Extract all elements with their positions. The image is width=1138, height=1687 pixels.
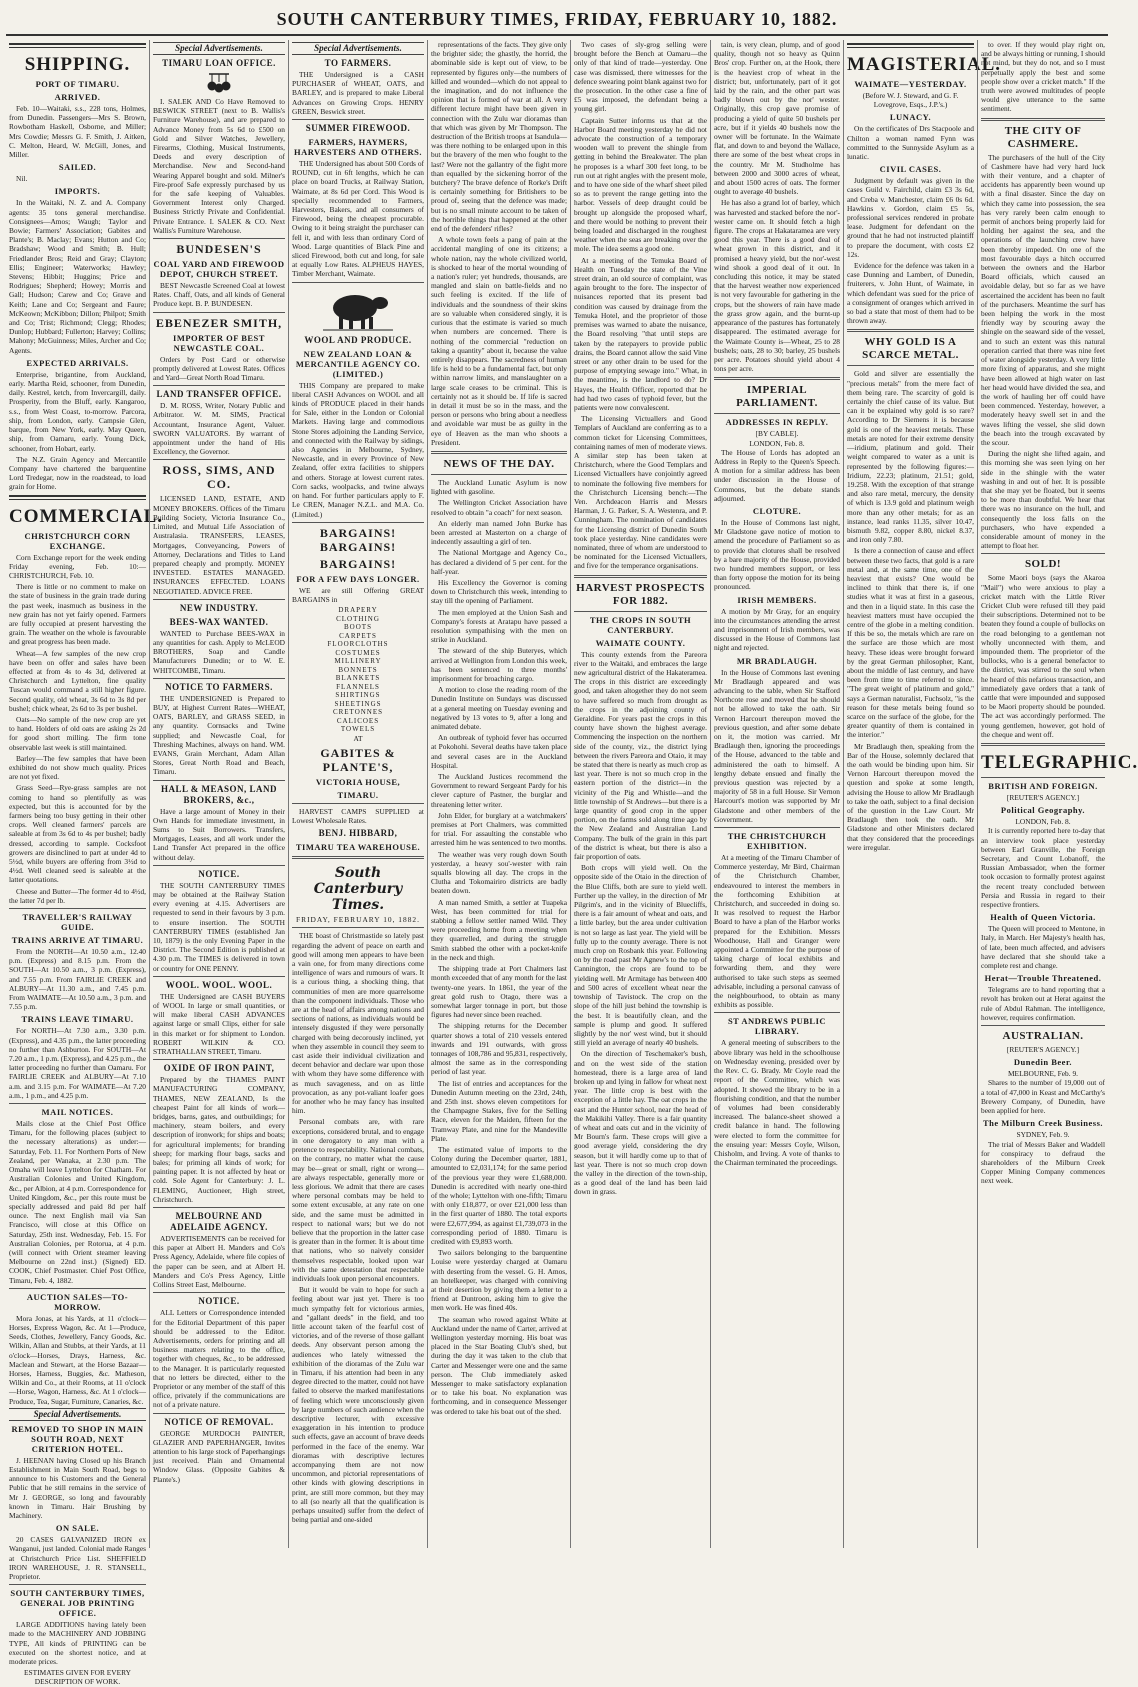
wool-heading: WOOL. WOOL. WOOL. — [165, 979, 273, 990]
rule — [153, 1413, 285, 1414]
bargains-item: BOOTS — [344, 623, 372, 632]
oxide-text: Prepared by the THAMES PAINT MANUFACTURING COMPANY, THAMES, NEW ZEALAND, Is the cheapest Paint for all kinds of work—bridges, barns, gates, and outbuildings; for machinery, steam boilers, and every description of ironwork; for ships and boats; for agricultural implements; for branding sheep; for marking flour bags, sacks and bales; for priming all kinds of work; for painting paper. It is not affected by heat or cold. Sole Agent for Canterbury: J. L. FLEMING, Auctioneer, High street, Christchurch. — [153, 1075, 285, 1204]
cashmere-text: The purchasers of the hull of the City of Cashmere have had very hard luck with their venture, and a chapter of accidents has apparently been wound up with a final disaster. Since the day on which they came into possession, the sea has very rarely been calm enough to permit of anchors being properly laid for holding her against the sea, and the operations of the launching crew have been thereby impeded. On one of the most favourable days a hitch occurred between the owners and the Harbor Board officials, which caused an avoidable delay, but so far as we have ascertained the accident has been no fault of the purchasers. Meantime the surf has been helping the work in the most friendly way by scouring away the shingle on the seaward side of the vessel, and to such an extent was this natural operation carried that there was nine feet of water alongside yesterday. A very little more fixing of apparatus, and she might have been allowed at high water on last her head would have divided the sea, and the work of hauling her off could have been commenced. Yesterday, however, a moderately heavy swell set in and the waves lifting the vessel, she slid down the beach into the trough excavated by the scour. — [981, 152, 1105, 447]
column-6 — [710, 40, 843, 1548]
onsale-text: 20 CASES GALVANIZED IRON ex Wanganui, just landed. Colonial made Ranges at Christchurch Price List. SHEFFIELD IRON WAREHOUSE, J. R. STANSELL, Proprietor. — [9, 1535, 146, 1581]
removed-heading: REMOVED TO SHOP IN MAIN SOUTH ROAD, NEXT CRITERION HOTEL. — [11, 1423, 144, 1454]
beeswax-heading: BEES-WAX WANTED. — [169, 616, 269, 627]
bargains-item: CLOTHING — [336, 614, 380, 623]
bargains-at: AT — [353, 733, 363, 743]
magisterial-heading: MAGISTERIAL. — [847, 54, 1001, 75]
rule — [292, 927, 424, 928]
job-printing-heading: SOUTH CANTERBURY TIMES, GENERAL JOB PRINTING OFFICE. — [10, 1588, 145, 1619]
land-transfer-heading: LAND TRANSFER OFFICE. — [156, 389, 282, 400]
imperial-cable: [BY CABLE]. — [755, 429, 799, 439]
rule — [153, 459, 285, 460]
dunedin-beer-dateline: MELBOURNE, Feb. 9. — [1007, 1069, 1078, 1079]
rule — [9, 495, 146, 500]
imperial-subheading: ADDRESSES IN REPLY. — [725, 417, 829, 428]
auction-text: Mora Jonas, at his Yards, at 11 o'clock—Horses, Express Wagon, &c. At 1—Produce, Seeds, Clothes, Jewellery, Fancy Goods, &c. Wilkin, Allan and Stubbs, at their Yards, at 11 o'clock—Horses, Drays, Harness, &c. Maclean and Stewart, at the Horse Bazaar—Horses, Harness, Buggies, &c. Matheson, Wilkin and Co., at their Rooms, at 11 o'clock—Horse, Wagon, Harness, &c. At 1 o'clock—Produce, Tea, Sugar, Furniture, Canaries, &c. — [9, 1313, 146, 1406]
reuter-label: [REUTER'S AGENCY.] — [1006, 793, 1080, 803]
rule — [292, 522, 424, 523]
column-1 — [6, 40, 164, 1687]
rule — [981, 743, 1105, 746]
library-heading: ST ANDREWS PUBLIC LIBRARY. — [727, 1016, 827, 1037]
bundesen-heading: BUNDESEN'S — [176, 242, 262, 257]
rule — [292, 803, 424, 804]
herat-text: Telegrams are to hand reporting that a revolt has broken out at Herat against the rule of Abdul Rahman. The intelligence, however, requires confirmation. — [981, 985, 1105, 1022]
news-item: The estimated value of imports to the Colony during the December quarter, 1881, amounted to £2,031,174; for the same period of the previous year they were £1,688,000. Dunedin is accredited with nearly one-third of the whole; Lyttelton with one-fifth; Timaru with only £18,877, or over £21,000 less than in the first quarter of 1880. The total exports were £2,677,994, as against £1,739,073 in the corresponding period of 1880. Timaru is credited with £9,893 worth. — [431, 1144, 567, 1246]
news-item: The National Mortgage and Agency Co., has declared a dividend of 5 per cent. for the half-year. — [431, 548, 567, 576]
masthead: SOUTH CANTERBURY TIMES, FRIDAY, FEBRUARY 10, 1882. — [6, 4, 1108, 36]
corn-text: Oats—No sample of the new crop are yet to hand. Holders of old oats are asking 2s 2d for good short milling. The firm tone observable last week is still maintained. — [9, 714, 146, 752]
rule — [847, 365, 974, 366]
exhibition-heading: THE CHRISTCHURCH EXHIBITION. — [727, 831, 827, 852]
cloture-heading: CLOTURE. — [752, 505, 802, 516]
imports-text: In the Waitaki, N. Z. and A. Company agents: 35 tons general merchandise. Consignees—Amos; Waugh; Taylor and Bowie; Farmers' Association; Gabites and Plante's; B. Maclay; Evans; Hutton and Co; Bradshaw; Wood and Smith; B. Hull; Friedlander Bros; Reid and Gray; Clayton; Ellis; Engineer; Waterworks; Hawley; Stevens; Hibbit; Huggins; Price and Rodrigues; Shepherd; Howey; Morris and Gall; Hudson; Carew and Co; Grave and Keith; Lane and Co; Sergeant and Faure; McKeown; McKibbon; Dillon; Philpot; Smith and Co; Trist; Richmond; Clegg; Rhodes; Dunlop; Hubbard; Fullerton; Harvey; Collins; Mahony; McGuinness; Miles, Archer and Co; Agents. — [9, 198, 146, 355]
rule — [153, 678, 285, 679]
railway-heading: TRAVELLER'S RAILWAY GUIDE. — [22, 912, 133, 933]
gabites-town: TIMARU. — [337, 789, 379, 800]
bargains-item: DRAPERY — [338, 606, 378, 615]
harvest-text: tain, is very clean, plump, and of good quality, though not so heavy as Quinn Bros' crop. Further on, at the Hook, there is the heaviest crop of wheat in the district; but, unfortunately, part of it got laid by the rain, and the other part was badly blown out by the nor' wester. Originally, this crop gave promise of producing a yield of quite 50 bushels per acre, but if it yields 40 bushels now the owner will be fortunate. In the Waimate flat, and down to and beyond the Wallace, there are some of the best wheat crops in the country. Mr M. Studholme has between 2000 and 3000 acres of wheat, and about 1500 acres of oats. The former ought to average 40 bushels. — [714, 40, 840, 197]
news-item: An elderly man named John Burke has been arrested at Masterton on a charge of indecently assaulting a girl of ten. — [431, 518, 567, 547]
column-3 — [288, 40, 427, 1548]
columns — [6, 40, 1138, 1687]
firewood-heading: SUMMER FIREWOOD. — [305, 123, 411, 134]
corn-text: Cheese and Butter—The former 4d to 4½d, the latter 7d per lb. — [9, 886, 146, 905]
harvest-heading: HARVEST PROSPECTS FOR 1882. — [576, 581, 705, 607]
dunedin-beer-heading: Dunedin Beer. — [1013, 1057, 1073, 1068]
leader-text: But it would be vain to hope for such a feeling about war just yet. There is too much sympathy felt for victorious armies, and "gallant deeds" in the field, and too little account taken of the fearful cost of victories, and of the reverse of those gallant deeds. Any observant person among the audiences who lately witnessed the exhibition of the dioramas of the Zulu war in Timaru, if his attention had been in any degree directed to the matter, could not have failed to observe the marked manifestations of feeling which were unconsciously given by large numbers of such audience when the descriptive lecturer, with excessive exaggeration in his intention to produce such effects, gave an account of brave deeds performed in the face of the enemy. War dioramas with descriptive lectures accompanying them are not now uncommon, and pictorial representations of other kinds with glowing descriptions in print, are still more common, but they may to all (so nearly all that the qualification is perhaps unsuited) suffer from the defect of being partial and one-sided — [292, 1285, 424, 1525]
bargains-item: TOWELS — [340, 725, 376, 734]
land-transfer-text: D. M. ROSS, Writer, Notary Public and Arbitrator. W. M. SIMS, Practical Accountant, Insurance Agent, Valuer. SWORN VALUATORS. By warrant of appointment under the hand of His Excellency, the Governor. — [153, 401, 285, 457]
queen-text: The Queen will proceed to Mentone, in Italy, in March. Her Majesty's health has, of late, been much affected, and advisers have declared that she should take a complete rest and change. — [981, 924, 1105, 971]
job-printing-text: LARGE ADDITIONS having lately been made to the MACHINERY AND JOBBING TYPE, All kinds of PRINTING can be executed on the shortest notice, and at moderate prices. — [9, 1620, 146, 1667]
onsale-heading: ON SALE. — [55, 1523, 100, 1534]
railway-arrive-heading: TRAINS ARRIVE AT TIMARU. — [11, 935, 144, 946]
bargains-item: FLOORCLOTHS — [327, 640, 389, 649]
special-ads-band: Special Advertisements. — [9, 1408, 146, 1421]
gold-text: Gold and silver are essentially the "precious metals" from the mere fact of them being rare. The scarcity of gold is certainly the chief cause of its value. But can it be explained why gold is so rare? According to Dr Siemens it is because gold is one of the heaviest metals. These metals are noted for their extreme density—iridium, platinum and gold. Their weight compared to water as a unit is represented by the following figures:—Iridium, 22.23; platinum, 21.51; gold, 19.258. With the exception of that strange and also rare metal, mercury, the density of which is 13.9 gold and platinum weigh more than any other metals; for as an instance, lead ranks 11.35, silver 10.47, bismuth 9.82, copper 8.80, nickel 8.37, and iron only 7.80. — [847, 369, 974, 545]
wool-text: THE Undersigned are CASH BUYERS of WOOL In large or small quantities, or will make liberal CASH ADVANCES against large or small Clips, either for sale in this market or for shipment to London. ROBERT WILKIN & CO. STRATHALLAN STREET, Timaru. — [153, 991, 285, 1057]
ebenezer-subheading: IMPORTER OF BEST NEWCASTLE COAL. — [173, 332, 265, 353]
bargains-item: FLANNELS — [336, 682, 380, 691]
rule — [9, 43, 146, 48]
news-item: His Excellency the Governor is coming down to Christchurch this week, intending to stay till the opening of Parliament. — [431, 577, 567, 606]
newspaper-page — [6, 4, 1138, 1687]
geography-dateline: LONDON, Feb. 8. — [1015, 817, 1071, 827]
rule — [714, 827, 840, 828]
mail-text: Mails close at the Chief Post Office Timaru, for the following places (subject to the necessary alterations) as under:— Saturday, Feb. 11. For Northern Ports of New Zealand, per Wanaka, at 2.30 p.m. The Omaha will leave Lyttelton for Chatham. For Australian Colonies and United Kingdom, &c., per Albion, at 4 p.m. Correspondence for United Kingdom, &c., per this route must be specially addressed and paid 8d per half ounce. The next English mail via San Francisco, will close at this Office on Saturday, 25th inst. Wednesday, Feb. 15. For Australian Colonies, per Rotorua, at 4 p.m. (will connect with Orient steamer leaving Melbourne on 22nd inst.) (Signed) ED. COOK, Chief Postmaster. Chief Post Office, Timaru, Feb. 4, 1882. — [9, 1119, 146, 1285]
hibbard-text: HARVEST CAMPS SUPPLIED at Lowest Wholesale Rates. — [292, 806, 424, 826]
bargains-item: MILLINERY — [334, 657, 382, 666]
leader-continued: A whole town feels a pang of pain at the accidental mangling of one its citizens; a whole nation, nay the whole civilized world, is shocked to hear of the mortal wounding of a nation's ruler; yet hundreds, thousands, are mangled and slain on battle-fields and no such feeling is excited. If the life of individuals and the soundness of their skins are so valuable when considered singly, it is curious that the estimate is varied so much when numbers are concerned. There is nothing of the commercial "reduction on taking a quantity" about it, because the value entirely disappears. The sacredness of human life is held to be a fundamental fact, but only within narrow limits, and manslaughter on a large scale ceases to be criminal. This is certainly not as it should be. If life is sacred in detail it must be so in the mass, and the person or persons who bring about a needless and avoidable war must be as guilty in the eye of Heaven as the man who shoots a President. — [431, 235, 567, 447]
port-heading: PORT OF TIMARU. — [35, 79, 120, 89]
leader-text: Personal combats are, with rare exceptions, considered brutal, and to engage in one derogatory to any man with a pretence to respectability. National combats, on the contrary, no matter what the cause may be—great or small, right or wrong—are always respectable, generally more or less glorious. We admit that there are cases where personal combats may be held to some extent excusable, at any rate on one side, and the same must be admitted in respect to national wars; but we do not believe that the proportion in the latter case is greater than in the former. It is about time that nations, who so naively consider themselves respectable, looked upon war with the same detestation that respectable individuals look upon personal encounters. — [292, 1117, 424, 1283]
leader-text: THE boast of Christmastide so lately past regarding the advent of peace on earth and good will among men appears to have been a vain one, for from many directions come intelligence of wars and rumours of wars. It is a curious thing, a shocking thing, that communities of men are more quarrelsome than the component individuals. Those who are at the head of affairs among nations and sections of nations, as individuals would be intensely disgusted if they were personally charged with being decorously inclined, yet when they assemble in council they seem to cast aside their individual civilization and decent behavior and declare war upon those with whom they have some difference with as much savageness, and on as little provocation, as any pot-valiant loafer goes for another who he may fancy has insulted him. — [292, 931, 424, 1116]
harvest-county: WAIMATE COUNTY. — [595, 637, 686, 648]
rule — [9, 1103, 146, 1104]
waimate-bench: (Before W. J. Steward, and G. F. Lovegrove, Esqs., J.P.'s.) — [862, 91, 959, 110]
paper-date: FRIDAY, FEBRUARY 10, 1882. — [296, 915, 420, 925]
bargains-days: FOR A FEW DAYS LONGER. — [296, 573, 420, 584]
imperial-heading: IMPERIAL PARLIAMENT. — [736, 384, 818, 410]
british-heading: BRITISH AND FOREIGN. — [988, 781, 1098, 792]
rule — [153, 865, 285, 866]
railway-leave-heading: TRAINS LEAVE TIMARU. — [21, 1014, 134, 1025]
herat-heading: Herat—Trouble Threatened. — [984, 973, 1102, 984]
corn-text: Barley—The few samples that have been exhibited do not show much quality. Prices are not yet fixed. — [9, 753, 146, 782]
rule — [847, 329, 974, 332]
imperial-dateline: LONDON, Feb. 8. — [749, 438, 805, 448]
lunacy-heading: LUNACY. — [889, 112, 932, 123]
column-7 — [843, 40, 1001, 1548]
bargains-item: SHEETINGS — [334, 699, 382, 708]
nzloan-heading: NEW ZEALAND LOAN & MERCANTILE AGENCY CO. (LIMITED.) — [295, 348, 421, 379]
cashmere-text: During the night she lifted again, and this morning she was seen lying on her side in the shingle with the water washing in and out of her. It is possible that she may yet be floated, but it seems to be more than doubtful. We hear that there was no insurance on the hull, and consequently the loss falls on the purchasers, who have expended a considerable amount of money in the attempt to float her. — [981, 449, 1105, 551]
rule — [153, 1292, 285, 1293]
civil-text: Evidence for the defence was taken in a case Dunning and Lambert, of Dunedin, fruiterers, v. John Hunt, of Waimate, in which defendant was sued for the price of a consignment of oranges which arrived in so bad a state that most of them had to be thrown away. — [847, 261, 974, 326]
notice-text: THE SOUTH CANTERBURY TIMES may be obtained at the Railway Station every evening at 4.15. Advertisers are requested to send in their favours by 3 p.m. to ensure insertion. The SOUTH CANTERBURY TIMES (established Jan 10, 1879) is the only Evening Paper in the District. The Second Edition is published at 4.30 p.m. The TIMES is delivered in town or country for ONE PENNY. — [153, 880, 285, 973]
gabites-address: VICTORIA HOUSE, — [315, 776, 401, 787]
gold-text: Is there a connection of cause and effect between these two facts, that gold is a rare metal and, at the same time, one of the heaviest that exists? One would be inclined to think that there is, if one studies what it was at first in a gaseous, and then in a liquid state. In this case the heaviest matters must have occupied the centre of the globe in a melting condition. If this be so, the metals which are rare on the surface are those which are most heavy. These ideas were brought forward by the great German philosopher, Kant, about the middle of last century, and have been from time to time referred to since. "The great weight of platinum and gold," says a German naturalist, Fuchsolz, "is the reason for these metals being found so scarce on the surface of the globe, for the greater quantity of them is contained in the interior." — [847, 546, 974, 740]
harvest-text: Both crops will yield well. On the opposite side of the Otaio in the direction of the Blue Cliffs, both are sure to yield well. Further up the valley, in the direction of Mr Pilgrim's, and in the vicinity of Bluecliffs, there is a fair amount of wheat and oats, and a little barley, but the area under cultivation is not so large as last year. The yield will be fully up to the county average. There is not much crop on Rosbank this year. Following on by the road past Mr Agnew's to the top of Cannington, the crops are found to be yielding well. Mr Armitage has between 400 and 500 acres of excellent wheat near the township of Tavistock. The crop on the slope of the hill just behind the township is the best. It is beautifully clean, and the sample is plump and good. It suffered slightly by the nor' west wind, but it should still yield an average of nearly 40 bushels. — [574, 863, 707, 1048]
threshers-text: THE UNDERSIGNED is Prepared to BUY, at Highest Current Rates—WHEAT, OATS, BARLEY, and GRASS SEED, in any quantity. Cornsacks and Twine supplied; and Newcastle Coal, for Threshing Machines, always on hand. WM. EVANS, Grain Merchant, Adam Allan Stores, Great North Road and Beach, Timaru. — [153, 693, 285, 777]
reuter-label: [REUTER'S AGENCY.] — [1006, 1045, 1080, 1055]
arrived-text: Feb. 10—Waitaki, s.s., 228 tons, Holmes, from Dunedin. Passengers—Mrs S. Brown, Rowbotham Haskell, Osborne, and Miller; Mrs Cowdie; Messrs G. F. Smith, J. Aitken, C. Melton, Heard, W. McGill, Jones, and Miller. — [9, 104, 146, 160]
arrived-label: ARRIVED. — [54, 92, 101, 102]
bargains-list — [292, 606, 424, 734]
geography-heading: Political Geography. — [1000, 805, 1086, 816]
news-item: The steward of the ship Buteryes, which arrived at Wellington from London this week, has been sentenced to three months' imprisonment for broaching cargo. — [431, 646, 567, 683]
sold-heading: SOLD! — [1024, 558, 1062, 571]
paper-name: South Canterbury Times. — [313, 865, 403, 914]
hall-meason-text: Have a large amount of Money in their Own Hands for immediate investment, in Sums to Suit Borrowers. Transfers, Mortgages, Leases, and all work under the Land Transfer Act prepared in the office without delay. — [153, 806, 285, 862]
rule — [153, 780, 285, 781]
leader-continued: representations of the facts. They give only the brighter side; the ghastly, the horrid, the abominable side is kept out of view, to be represented by figures only—the numbers of killed and wounded—which do not appeal to the imagination, and do not influence the opinion that is formed of war at all. A very different lecture might have been given in connection with the Zulu war dioramas than that which was given by Mr Thompson. The destruction of the British troops at Isandula—was there nothing to be enlarged upon in this but the bravery of the men who fought to the last? Were not the gallantry of the fight more than equalled by the sickening horror of the butchery? The brave defence of Rorke's Drift is certainly something for Britishers to be proud of, seeing that the defence was made; but is no small minute account to be taken of the horrible things that happened at the other end of the defenders' rifles? — [431, 40, 567, 234]
rule — [431, 474, 567, 475]
library-text: A general meeting of subscribers to the above library was held in the schoolhouse on Wednesday evening, presided over by the Rev. C. G. Brady. Mr Coyle read the report of the Committee, which was adopted. It showed the library to be in a flourishing condition, and that the number of volumes had been considerably increased. The balance-sheet showed a credit balance in hand. The following were elected to form the committee for the ensuing year: Messrs Coyle, Wilson, Chisholm, and Irving. A vote of thanks to the Chairman terminated the proceedings. — [714, 1038, 840, 1168]
railway-leave-text: For NORTH—At 7.30 a.m., 3.30 p.m. (Express), and 4.35 p.m., the latter proceeding no further than Ashburton. For SOUTH—At 7.20 a.m., 1 p.m. (Express), and 4.25 p.m., the latter proceeding no further than Oamaru. For FAIRLIE CREEK and ALBURY—At 7.10 a.m. and 3.15 p.m. For WAIMATE—At 7.20 a.m., 1 p.m., and 4.25 p.m. — [9, 1026, 146, 1100]
rule — [292, 119, 424, 120]
notice-heading: NOTICE. — [198, 868, 240, 879]
news-item: An outbreak of typhoid fever has occurred at Pokohohi. Several deaths have taken place and several cases are in the Auckland Hospital. — [431, 733, 567, 770]
cricket-continued: to over. If they would play right on, and be always hitting or running, I should not mind, but they do not, and so I must perpetually apply the best and some people show over a cricket match." If the truth were avowed multitudes of people would give utterance to the same sentiment. — [981, 40, 1105, 114]
rule — [153, 1059, 285, 1060]
loan-office-heading: TIMARU LOAN OFFICE. — [162, 58, 276, 68]
news-item: At a meeting of the Temuka Board of Health on Tuesday the state of the Vine street drain, an old source of complaint, was again brought to the fore. The inspector of nuisances reported that its present bad condition was caused by drainage from the Temuka Hotel, and the proprietor of those premises was warned to abate the nuisance, the Board resolving "that until steps are taken by the ratepayers to provide public drains, the Board cannot allow the said Vine street or any other drain to be used for the purpose of emptying sewage into." What, in the meantime, is the landlord to do? Dr Hayes, the Health Officer, reported that he had had two cases of typhoid fever, but the patients were now convalescent. — [574, 255, 707, 412]
imperial-text: The House of Lords has adopted an Address in Reply to the Queen's Speech. A motion for a similar address has been under discussion in the House of Commons, but the debate stands adjourned. — [714, 447, 840, 503]
rule — [981, 1025, 1105, 1026]
rule — [714, 413, 840, 414]
beeswax-text: WANTED to Purchase BEES-WAX in any quantities for cash. Apply to McLEOD BROTHERS, Soap and Candle Manufacturers Dunedin; or to W. E. WHITCOMBE, Timaru. — [153, 628, 285, 675]
column-4 — [427, 40, 570, 1548]
rule — [574, 611, 707, 612]
sailed-text: Nil. — [16, 174, 28, 184]
telegraphic-heading: TELEGRAPHIC. — [981, 752, 1138, 774]
bargains-heading: BARGAINS! BARGAINS! — [319, 525, 397, 554]
bargains-item: BONNETS — [338, 665, 378, 674]
notice2-heading: NOTICE. — [198, 1296, 240, 1307]
farmers-heading: TO FARMERS. — [324, 58, 392, 68]
bargains-item: SHIRTINGS — [335, 691, 381, 700]
harvest-text: He has also a grand lot of barley, which was harvested and stacked before the nor'-wester came on. It should fetch a high figure. The crops at Hakataramea are very good this year. There is a good deal of wheat grown in this district, and it promised a heavy yield, but the nor'-west wind shook a good deal of it out. In concluding this notice, it may be stated that the harvest weather now experienced is not very favourable for gathering in the crops, but the showers of rain have made the grass grow again, and the burnt-up appearance of the pastures has fortunately disappeared. The estimated average for the Waimate County is—Wheat, 25 to 28 bushels; oats, 28 to 30; barley, 25 bushels per acre. Potatoes should yield about 4 tons per acre. — [714, 198, 840, 374]
estimates-text: ESTIMATES GIVEN FOR EVERY DESCRIPTION OF WORK. — [24, 1668, 131, 1687]
news-item: A motion to close the reading room of the Dunedin Institute on Sundays was discussed at a general meeting on Tuesday evening and negatived by 13 votes to 9, after a long and animated debate. — [431, 685, 567, 732]
rule — [153, 238, 285, 239]
gold-heading: WHY GOLD IS A SCARCE METAL. — [862, 336, 959, 362]
milburn-text: The trial of Messrs Baker and Waddell for conspiracy to defraud the shareholders of the Milburn Creek Copper Mining Company commences next week. — [981, 1139, 1105, 1186]
rule — [714, 377, 840, 380]
news-item: The shipping returns for the December quarter shows a total of 210 vessels entered inwards and 191 outwards, with gross tonnages of 108,786 and 95,831, respectively, almost the same as in the corresponding period of last year. — [431, 1021, 567, 1077]
rule — [714, 1012, 840, 1013]
dunedin-beer-text: Shares to the number of 19,000 out of a total of 47,000 in Keast and McCarthy's Brewery Company, of Dunedin, have been applied for here. — [981, 1078, 1105, 1116]
milburn-dateline: SYDNEY, Feb. 9. — [1016, 1130, 1070, 1140]
rule — [292, 282, 424, 283]
news-item: The Wellington Cricket Association have resolved to obtain "a coach" for next season. — [431, 498, 567, 517]
shipping-note: The N.Z. Grain Agency and Mercantile Company have chartered the barquentine Lord Tredegar, now in the roadstead, to load grain for Home. — [9, 454, 146, 492]
bradlaugh-text: In the House of Commons last evening Mr Bradlaugh appeared and was advancing to the table, when Sir Stafford Northcote rose and moved that he should not be allowed to take the oath. Sir Vernon Harcourt thereupon moved the previous question, and after some debate on it, the motion was carried. Mr Bradlaugh then, ignoring the proceedings of the House, advanced to the table and administered the oath to himself. A lengthy debate ensued and finally the previous question was rejected by a majority of 58 in a full House. Sir Vernon Harcourt's motion was supported by Mr Gladstone and other members of the Government. — [714, 667, 840, 824]
civil-text: Judgment by default was given in the cases Guild v. Fairchild, claim £3 3s 6d, and Creba v. Manchester, claim £6 0s 6d. Hawkins v. Gordon, claim £5 5s, professional services rendered in probate lease. Judgment for defendant on the ground that he had not instructed plaintiff to prepare the document, with costs £2 12s. — [847, 176, 974, 259]
rule — [431, 451, 567, 454]
nzloan-text: THIS Company are prepared to make liberal CASH Advances on WOOL and all kinds of PRODUCE placed in their hands for Sale, either in the London or Colonial Markets. Having large and commodious Stone Stores adjoining the Landing Service, and connected with the Railway by sidings, also Agencies in Melbourne, Sydney, Newcastle, and in every Province of New Zealand, offer extra facilities to shippers and others. Storage at lowest current rates. Corn sacks, woolpacks, and twine always on hand. For further particulars apply to F. Le CREN, Manager N.Z.L. and M.A. Co. (Limited.) — [292, 380, 424, 519]
sheep-icon — [323, 286, 393, 332]
lunacy-text: On the certificates of Drs Stacpoole and Chilton a woman named Fynn was committed to the Sunnyside Asylum as a lunatic. — [847, 124, 974, 162]
bargains-item: CARPETS — [339, 631, 377, 640]
corn-text: Corn Exchange report for the week ending Friday evening, Feb. 10:— CHRISTCHURCH, Feb. 10. — [9, 552, 146, 580]
bargains-item: CALICOES — [336, 716, 380, 725]
railway-arrive-text: From the NORTH—At 10.50 a.m., 12.40 p.m. (Express) and 8.15 p.m. From the SOUTH—At 10.50 a.m., 3 p.m. (Express), and 7.55 p.m. From FAIRLIE CREEK and ALBURY—At 11.30 a.m., and 7.45 p.m. From WAIMATE—At 10.50 a.m., 3 p.m. and 7.55 p.m. — [9, 947, 146, 1012]
bargains-text: WE are still Offering GREAT BARGAINS in — [292, 585, 424, 604]
corn-text: There is little or no comment to make on the state of business in the grain trade during the past week, inasmuch as business in the new grain has not yet fairly opened. Farmers are fully occupied at present harvesting the grain. The weather on the whole is favourable and great progress has been made. — [9, 582, 146, 647]
rule — [292, 856, 424, 859]
melbourne-agency-text: ADVERTISEMENTS can be received for this paper at Albert H. Manders and Co's Press Agency, Adelaide, where file copies of the paper can be seen, and at Albert H. Manders and Co's Press Agency, Little Collins Street East, Melbourne. — [153, 1234, 285, 1290]
cashmere-heading: THE CITY OF CASHMERE. — [1004, 124, 1082, 150]
news-item: The shipping trade at Port Chalmers last month exceeded that of any month for the last twenty-one years. In 1861, the year of the great gold rush to Otago, there was a somewhat larger tonnage in port, but those figures had never since been reached. — [431, 964, 567, 1020]
rule — [9, 1584, 146, 1585]
firewood-text: THE Undersigned has about 500 Cords of ROUND, cut in 6ft lengths, which he can place on board Trucks, at Railway Station, Waimate, at 8s 6d per Cord. This Wood is specially recommended to Farmers, Harvesters, Bakers, and all consumers of Firewood, being the cheapest procurable. Owing to it being straight the purchaser can fell it, and with less than ordinary Cord of Wood. Large quantities of Black Pine and sliced Firewood, both cut and long, for sale at equally Low Rates. ALPHEUS HAYES, Timber Merchant, Waimate. — [292, 159, 424, 279]
removed-text: J. HEENAN having Closed up his Branch Establishment in Main South Road, begs to announce to his Customers and the General Public that he still remains in the service of Mr J. GEORGE, so long and favourably known in Timaru. Hair Brushing by Machinery. — [9, 1455, 146, 1520]
waimate-heading: WAIMATE—YESTERDAY. — [854, 79, 967, 89]
special-ads-band: Special Advertisements. — [292, 42, 424, 55]
bargains-item: CRETONNES — [332, 708, 384, 717]
threshers-heading: NOTICE TO FARMERS. — [165, 681, 273, 692]
ross-sims-text: LICENSED LAND, ESTATE, AND MONEY BROKERS. Offices of the Timaru Building Society, Victoria Insurance Co., Limited, and Mutual Life Association of Australasia. TRANSFERS, LEASES, Mortgages, Conveyancing, Powers of Attorney, Declarations and Titles to Land prepared cheaply and promptly. MONEY INVESTED. ESTATES MANAGED. INSURANCES EFFECTED. LOANS NEGOTIATED. ADVICE FREE. — [153, 494, 285, 596]
rule — [981, 553, 1105, 554]
farmers-text: THE Undersigned is a CASH PURCHASER of WHEAT, OATS, and BARLEY, and is prepared to make Liberal Advances on Growing Crops. HENRY GREEN, Beswick street. — [292, 70, 424, 116]
news-item: Two cases of sly-grog selling were brought before the Bench at Oamaru—the only of that kind of trade—yesterday. One case was dismissed, there witnesses for the defence swearing point blank against two for the prosecution. In the other case a fine of £5 was imposed, the defendant being a young girl. — [574, 40, 707, 114]
civil-heading: CIVIL CASES. — [879, 164, 942, 175]
hibbard-sub: TIMARU TEA WAREHOUSE. — [295, 842, 421, 853]
gabites-heading: GABITES & PLANTE'S, — [320, 745, 396, 774]
ross-sims-heading: ROSS, SIMS, AND CO. — [162, 463, 276, 492]
sold-text: Some Maori boys (says the Akaroa "Mail") who were anxious to play a cricket match with the Little River Cricket Club were refused till they paid their subscriptions. Determined not to be beaten they found a couple of bullocks on the road belonging to a gentleman not wholly unconnected with them, and impounded them. The proprietor of the bullocks, who is a general benefactor to the district, was stirred to the soul when he heard of this nefarious transaction, and immediately gave orders that a tank of cattle that were impounded and supposed to be Maori property should be pounded. The act was accordingly performed. The young gentlemen, however, got hold of the cheque and went off. — [981, 573, 1105, 739]
oxide-heading: OXIDE OF IRON PAINT, — [163, 1063, 275, 1074]
imports-label: IMPORTS. — [54, 186, 101, 197]
cloture-text: In the House of Commons last night, Mr Gladstone gave notice of motion to amend the procedure of Parliament so as to provide that clotures shall be resolved by a bare majority of the House, provided two hundred members support, or less than forty oppose the motion for its being pronounced. — [714, 517, 840, 592]
news-item: The seaman who rowed against White at Auckland under the name of Carter, arrived at Wellington yesterday morning. His boat was placed in the Star Boating Club's shed, but during the day it was taken to the club that Carter and Messenger were one and the same person. The Club immediately asked Messenger to make satisfactory explanation or to take his boat. No explanation was forthcoming, and in consequence Messenger was ordered to take his boat out of the shed. — [431, 1314, 567, 1416]
news-item: John Elder, for burglary at a watchmakers' premises at Port Chalmers, was committed for trial. For assaulting the constable who arrested him he was sentenced to two months. — [431, 810, 567, 848]
bradlaugh-heading: MR BRADLAUGH. — [736, 655, 818, 666]
news-item: Two sailors belonging to the barquentine Louise were yesterday charged at Oamaru with deserting from the vessel. G. H. Amos, an hotelkeeper, was charged with conniving at their desertion by giving them a letter to a friend at Duntroon, asking him to give the men work. He was fined 40s. — [431, 1248, 567, 1313]
corn-text: Grass Seed—Rye-grass samples are not coming to hand so plentifully as was expected, but this is accounted for by the farmers being too busy getting in their other crops. Well cleaned farmers' parcels are saleable at from 3s 6d to 4s per bushel; badly dressed, according to sample. Cocksfoot growers are disinclined to part at under 4d to 5½d, while buyers are offering from 3½d to 4½d. Well cleaned seed is saleable at the latter quotations. — [9, 783, 146, 885]
harvest-text: On the direction of Teschemaker's bush, and on the west side of the station homestead, there is a large area of land broken up and lying in fallow for wheat next year. The little crop is best with the exception of a little hay. The oat crops in the east and the Hunter school, near the head of the Makikihi Valley. There is a fair quantity of wheat and oats cut and in the vicinity of Mr Bourn's farm. These crops will give a good average yield, considering the dry season, but it will hardly come up to that of last year. There is not so much crop down the valley in the direction of the town-ship, as a good deal of the land has been laid down in grass. — [574, 1049, 707, 1197]
removal-heading: NOTICE OF REMOVAL. — [164, 1416, 274, 1427]
bargains-item: COSTUMES — [335, 648, 381, 657]
melbourne-agency-heading: MELBOURNE AND ADELAIDE AGENCY. — [170, 1211, 268, 1233]
rule — [9, 908, 146, 909]
wool-produce-heading: WOOL AND PRODUCE. — [304, 334, 412, 345]
column-2 — [149, 40, 288, 1548]
expected-text: Enterprise, brigantine, from Auckland, early. Martha Reid, schooner, from Dunedin, daily. Kestrel, ketch, from Invercargill, daily. Prosperity, from the Bluff, early. Kangaroo, s.s., from West Coast, to-morrow. Parcora, ship, from London, early. Campsie Glen, barque, from New York, early. May Queen, ship, from Oamaru, early. Young Dick, schooner, from Hobart, early. — [9, 369, 146, 453]
bargains-item: BLANKETS — [335, 674, 381, 683]
ebenezer-text: Orders by Post Card or otherwise promptly delivered at Lowest Rates. Offices and Yard—Great North Road Timaru. — [153, 354, 285, 383]
news-item: Captain Sutter informs us that at the Harbor Board meeting yesterday he did not advocate the construction of a temporary wooden wall to prevent the shingle from getting in behind the Breakwater. The plan he proposes is a wharf 300 feet long, to be run out at right angles with the present mole, and to have one side of the wharf sheet piled so as to prevent the range getting into the harbor. Vessels of deep draught could be brought up alongside the proposed wharf, and there would be nothing to prevent their being loaded and discharged in the roughest weather when the seas are breaking over the mole. The idea seems a good one. — [574, 115, 707, 254]
gold-text: Mr Bradlaugh then, speaking from the Bar of the House, solemnly declared that the oath would be binding upon him. Sir Vernon Harcourt thereupon moved the question and spoke at some length, advising the House to allow Mr Bradlaugh to take the oath, subject to a final decision of the question in the Law Court. Mr Bradlaugh then took the oath. Mr Gladstone and other Ministers declared that they considered that the proceedings were irregular. — [847, 741, 974, 852]
news-item: The list of entries and acceptances for the Dunedin Autumn meeting on the 23rd, 24th, and 25th inst. shows eleven competitors for the Champagne Stakes, five for the Selling Race, eleven for the Maiden, fifteen for the Tramway Plate, and nine for the Mandeville Plate. — [431, 1078, 567, 1143]
exhibition-text: At a meeting of the Timaru Chamber of Commerce yesterday, Mr Bird, Chairman of the Christchurch Chamber, endeavoured to interest the members in the forthcoming Exhibition at Christchurch, and succeeded in doing so. It was resolved to request the Harbor Board to have a plan of the Harbor works prepared for the Exhibition. Messrs Woodhouse, Hall and Granger were appointed a Committee for the purpose of taking charge of local exhibits and forwarding them, and they were authorised to take such steps as seemed advisable, including a personal canvass of the neighbourhood, to obtain as many exhibits as possible. — [714, 853, 840, 1010]
firewood-subheading: FARMERS, HAYMERS, HARVESTERS AND OTHERS. — [293, 137, 423, 158]
expected-label: EXPECTED ARRIVALS. — [26, 357, 129, 368]
column-5 — [570, 40, 710, 1548]
geography-text: It is currently reported here to-day that an interview took place yesterday between Earl Granville, the Foreign Secretary, and Count Lobanoff, the Russian Ambassador, when the former took occasion to formally protest against the recent treaty concluded between Persia and Russia in regard to their respective frontiers. — [981, 826, 1105, 910]
auction-heading: AUCTION SALES—TO-MORROW. — [26, 1291, 129, 1312]
news-item: The Auckland Lunatic Asylum is now lighted with gasoline. — [431, 477, 567, 497]
new-industry-heading: NEW INDUSTRY. — [179, 602, 259, 613]
bargains-heading-2: BARGAINS! — [319, 556, 397, 571]
notice2-text: ALL Letters or Correspondence intended for the Editorial Department of this paper should be addressed to the Editor. Advertisements, orders for printing and all business matters relating to the office, together with cheques, &c., to be addressed to the Manager. It is particularly requested that no letters be directed, either to the Proprietor or any member of the staff of this office, privately if the communications are not of a private nature. — [153, 1308, 285, 1410]
news-item: The weather was very rough down South yesterday, a heavy sou'-wester with rain squalls blowing all day. The crops in the Clutha and Tokomairiro districts are badly beaten down. — [431, 849, 567, 896]
news-item: A man named Smith, a settler at Tuapeka West, has been committed for trial for stabbing a fellow settler named Wild. They were proceeding home from a meeting when they quarrelled, and during the struggle Smith stabbed the other with a pocket-knife in the neck and thigh. — [431, 897, 567, 962]
corn-text: Wheat—A few samples of the new crop have been on offer and sales have been effected at from 4s to 4s 3d, delivered at Christchurch and Lyttelton, fine quality Tuscan would command a still higher figure. Second quality, old wheat, 3s 6d to 3s 8d per bushel; chick wheat, 2s 6d to 3s per bushel. — [9, 648, 146, 713]
bundesen-text: BEST Newcastle Screened Coal at lowest Rates. Chaff, Oats, and all kinds of General Produce kept. B. P. BUNDESEN. — [153, 281, 285, 309]
rule — [153, 599, 285, 600]
news-item: The Auckland Justices recommend the Government to reward Sergeant Pardy for his clever capture of Pastner, the burglar and threatening letter writer. — [431, 772, 567, 809]
mail-heading: MAIL NOTICES. — [41, 1107, 114, 1118]
pawn-balls-icon — [206, 72, 232, 94]
removal-text: GEORGE MURDOCH PAINTER, GLAZIER AND PAPERHANGER, Invites attention to his large stock of Paperhangings just received. Plain and Ornamental Window Glass. (Opposite Gabites & Plante's.) — [153, 1428, 285, 1484]
rule — [153, 385, 285, 386]
loan-office-text: I. SALEK AND Co Have Removed to BESWICK STREET (next to B. Wallis's Furniture Warehouse), and are prepared to Advance Money from 5s 6d to £500 on Gold and Silver Watches, Jewellery, Firearms, Clothing, Musical Instruments, Deeds and every description of Merchandise. New and Second-hand Wearing Apparel bought and sold. Milner's Fire-proof Safe expressly purchased by us for the safe keeping of Valuables. Government Interest only Charged. Business Strictly Private and Confidential. Private Entrance. I. SALEK & CO. Next Wallis's Furniture Warehouse. — [153, 97, 285, 235]
queen-heading: Health of Queen Victoria. — [990, 912, 1096, 923]
harvest-text: This county extends from the Pareora river to the Waitaki, and embraces the large new agricultural district of the Hakateramea. The crops in this district are exceedingly good, and taken altogether they do not seem to have suffered so much from drought as the crops in the adjoining county of Geraldine. For years past the crops in this county have shown the highest average. Commencing the inspection on the northern side of the county, viz., the district lying between the rivers Pareora and Otaio, it may be stated that there is nearly as much crop as last year. There is not so much crop in the eastern portion of the district—in the vicinity of the Pig and Whistle—and the little township of St Andrews—but there is a large quantity of good crop in the upper portion, on the farms sold along time ago by the New Zealand and Australian Land Company. The bulk of the grain in this part of the district is wheat, but there is also a fair proportion of oats. — [574, 649, 707, 862]
shipping-heading: SHIPPING. — [24, 54, 131, 75]
rule — [847, 43, 974, 48]
sailed-label: SAILED. — [58, 162, 97, 173]
harvest-subheading: THE CROPS IN SOUTH CANTERBURY. — [589, 614, 692, 635]
bundesen-subheading: COAL YARD AND FIREWOOD DEPOT, CHURCH STREET. — [153, 259, 285, 280]
rule — [153, 976, 285, 977]
ebenezer-heading: EBENEZER SMITH, — [155, 315, 283, 330]
rule — [574, 575, 707, 578]
rule — [153, 312, 285, 313]
corn-heading: CHRISTCHURCH CORN EXCHANGE. — [24, 530, 131, 551]
commercial-heading: COMMERCIAL. — [9, 505, 164, 527]
column-8 — [977, 40, 1138, 1548]
news-item: The men employed at the Union Sash and Company's forests at Aratapu have passed a resolution sympathising with the men on strike in Auckland. — [431, 607, 567, 645]
hibbard-name: BENJ. HIBBARD, — [318, 828, 398, 839]
rule — [153, 1207, 285, 1208]
rule — [981, 118, 1105, 121]
milburn-heading: The Milburn Creek Business. — [982, 1118, 1104, 1129]
rule — [9, 1288, 146, 1289]
irish-heading: IRISH MEMBERS. — [737, 594, 817, 605]
news-heading: NEWS OF THE DAY. — [443, 457, 555, 470]
rule — [981, 777, 1105, 778]
australian-heading: AUSTRALIAN. — [1002, 1030, 1084, 1043]
hall-meason-heading: HALL & MEASON, LAND BROKERS, &c., — [160, 783, 277, 805]
news-item: The Licensing Victuallers and Good Templars of Auckland are conferring as to a common ticket for Licensing Committees, containing names of men of moderate views. A similar step has been taken at Christchurch, where the Good Templars and Licensed Victuallers have conjointly agreed to nominate the following five members for the Christchurch Licensing bench:—The Ven. Archdeacon Harris and Messrs Harman, J. G. Parker, S. A. Westenra, and P. Cunningham. The nomination of candidates for the Licensing district of Dunedin South took place yesterday. Nine candidates were nominated, three of whom are understood to be nominated for the Licensed Victuallers, and five for the temperance organisations. — [574, 414, 707, 571]
irish-text: A motion by Mr Gray, for an enquiry into the circumstances attending the arrest and imprisonment of Irish members, was discussed in the House of Commons last night and rejected. — [714, 606, 840, 653]
special-ads-band: Special Advertisements. — [153, 42, 285, 55]
